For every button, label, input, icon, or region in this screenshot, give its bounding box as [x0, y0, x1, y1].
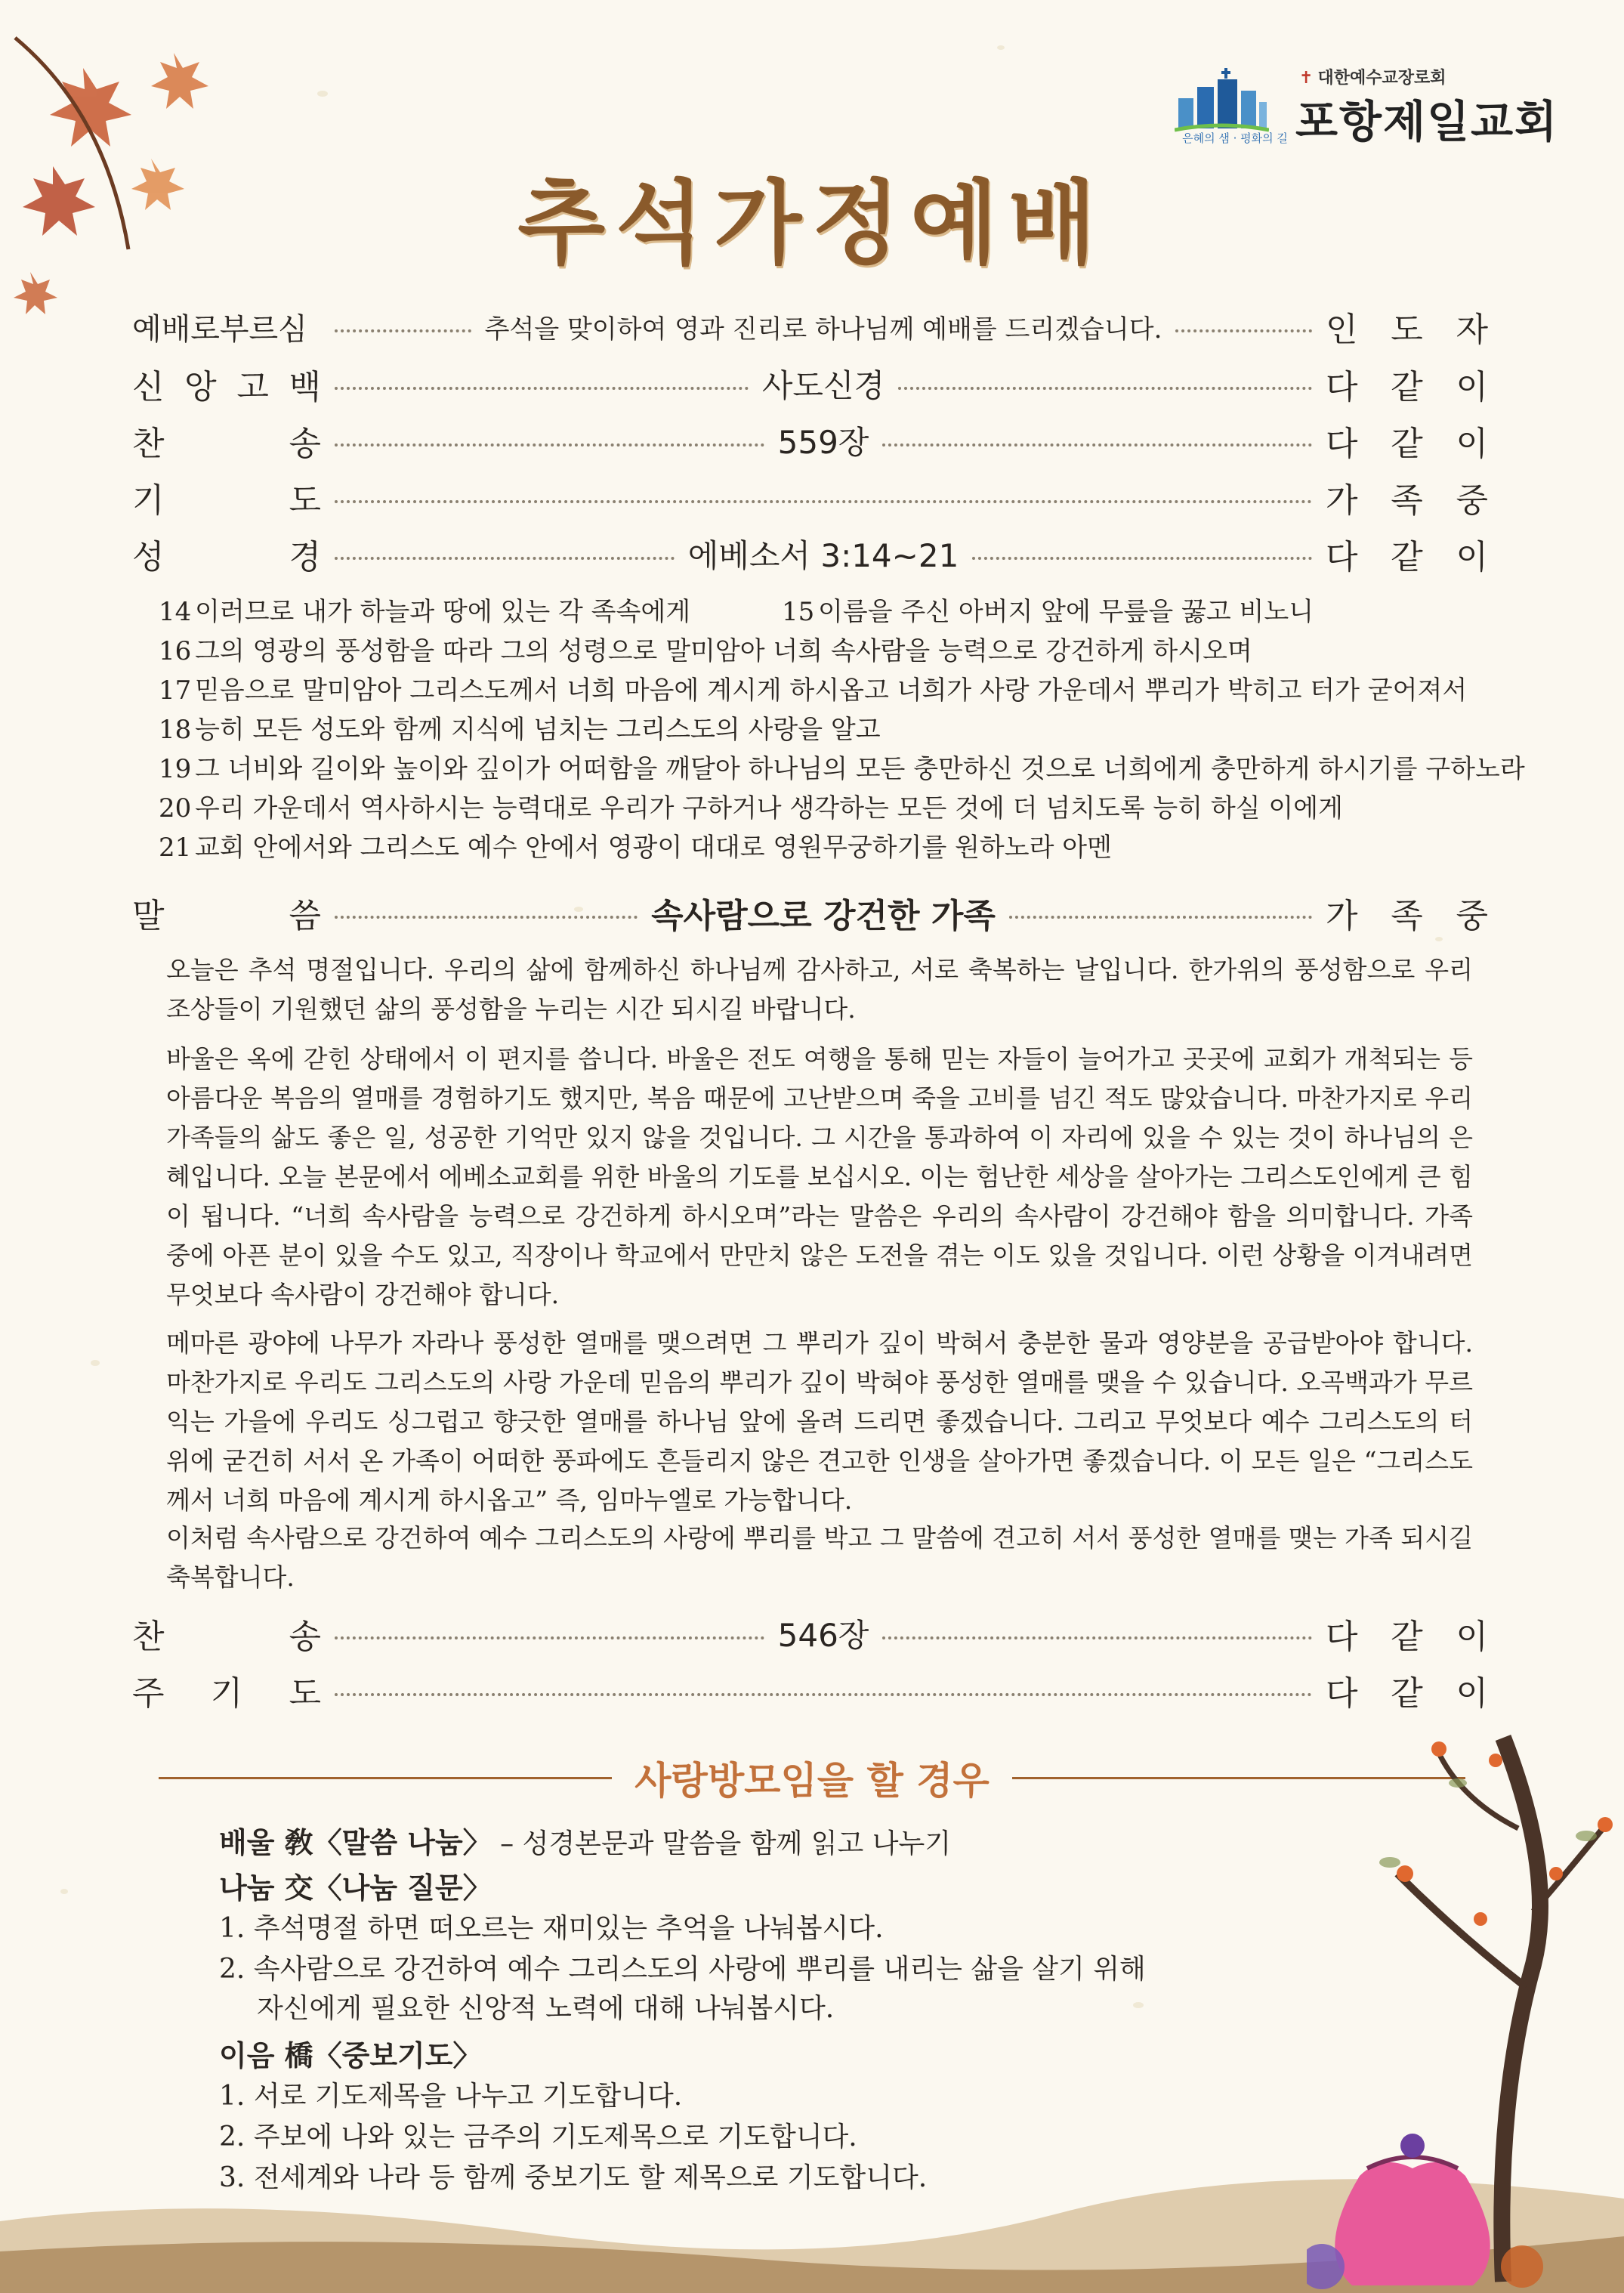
order-row-call-to-worship — [132, 304, 1488, 349]
leader-dots — [335, 916, 638, 919]
leader-dots — [1175, 329, 1312, 332]
order-leader: 다 같 이 — [1326, 368, 1488, 406]
sermon-paragraph: 오늘은 추석 명절입니다. 우리의 삶에 함께하신 하나님께 감사하고, 서로 축복하는 날입니다. 한가위의 풍성함으로 우리 조상들이 기원했던 삶의 풍성함을 누리는 시간 되시길 바랍니다. — [166, 955, 1473, 1024]
order-leader: 다 같 이 — [1326, 1674, 1488, 1713]
order-label: 성 경 — [132, 538, 321, 576]
order-label: 찬 송 — [132, 425, 321, 463]
leader-dots — [972, 557, 1312, 560]
leader-dots — [882, 443, 1312, 447]
prayer-item: 2. 주보에 나와 있는 금주의 기도제목으로 기도합니다. — [219, 2121, 857, 2152]
leader-dots — [335, 500, 1312, 503]
bible-verse: 19 그 너비와 길이와 높이와 깊이가 어떠함을 깨달아 하나님의 모든 충만하신 것으로 너희에게 충만하게 하시기를 구하노라 — [159, 754, 1525, 784]
order-content: 546장 — [777, 1617, 869, 1654]
leader-dots — [335, 329, 471, 332]
sermon-paragraph: 이처럼 속사람으로 강건하여 예수 그리스도의 사랑에 뿌리를 박고 그 말씀에 견고히 서서 풍성한 열매를 맺는 가족 되시길 축복합니다. — [166, 1523, 1473, 1592]
bible-verse: 20 우리 가운데서 역사하시는 능력대로 우리가 구하거나 생각하는 모든 것에 더 넘치도록 능히 하실 이에게 — [159, 793, 1343, 824]
church-name: 포항제일교회 — [1295, 96, 1559, 147]
order-content: 추석을 맞이하여 영과 진리로 하나님께 예배를 드리겠습니다. — [484, 314, 1162, 345]
order-leader: 가 족 중 — [1326, 481, 1488, 520]
bible-verse: 14 이러므로 내가 하늘과 땅에 있는 각 족속에게 15 이름을 주신 아버지 앞에 무릎을 꿇고 비노니 — [159, 597, 1314, 627]
order-label: 신 앙 고 백 — [132, 368, 321, 406]
order-content: 559장 — [777, 424, 869, 461]
order-label: 주 기 도 — [132, 1674, 321, 1713]
leader-dots — [898, 387, 1312, 390]
order-leader: 가 족 중 — [1326, 897, 1488, 935]
order-leader: 인 도 자 — [1326, 311, 1488, 349]
order-leader: 다 같 이 — [1326, 538, 1488, 576]
prayer-item: 3. 전세계와 나라 등 함께 중보기도 할 제목으로 기도합니다. — [219, 2162, 928, 2193]
order-label: 기 도 — [132, 481, 321, 520]
order-row-hymn-closing — [132, 1611, 1488, 1656]
learn-description: – 성경본문과 말씀을 함께 읽고 나누기 — [491, 1828, 952, 1859]
sermon-paragraph: 메마른 광야에 나무가 자라나 풍성한 열매를 맺으려면 그 뿌리가 깊이 박혀서 충분한 물과 영양분을 공급받아야 합니다. 마찬가지로 우리도 그리스도의 사랑 가운데 믿음의 뿌리가 깊이 박혀야 풍성한 열매를 맺을 수 있습니다. 오곡백과가 무르익는 가을에 우리도 싱그럽고 향긋한 열매를 하나님 앞에 올려 드리면 좋겠습니다. 그리고 무엇보다 예수 그리스도의 터 위에 굳건히 서서 온 가족이 어떠한 풍파에도 흔들리지 않은 견고한 인생을 살아가면 좋겠습니다. 이 모든 일은 “그리스도께서 너희 마음에 계시게 하시옵고” 즉, 임마누엘로 가능합니다. — [166, 1328, 1473, 1515]
sermon-paragraph: 바울은 옥에 갇힌 상태에서 이 편지를 씁니다. 바울은 전도 여행을 통해 믿는 자들이 늘어가고 곳곳에 교회가 개척되는 등 아름다운 복음의 열매를 경험하기도 했지만, 복음 때문에 고난받으며 죽을 고비를 넘긴 적도 많았습니다. 마찬가지로 우리 가족들의 삶도 좋은 일, 성공한 기억만 있지 않을 것입니다. 그 시간을 통과하여 이 자리에 있을 수 있는 것이 하나님의 은혜입니다. 오늘 본문에서 에베소교회를 위한 바울의 기도를 보십시오. 이는 험난한 세상을 살아가는 그리스도인에게 큰 힘이 됩니다. “너희 속사람을 능력으로 강건하게 하시오며”라는 말씀은 우리의 속사람이 강건해야 함을 의미합니다. 가족 중에 아픈 분이 있을 수도 있고, 직장이나 학교에서 만만치 않은 도전을 겪는 이도 있을 것입니다. 이런 상황을 이겨내려면 무엇보다 속사람이 강건해야 합니다. — [166, 1044, 1473, 1309]
share-question: 1. 추석명절 하면 떠오르는 재미있는 추억을 나눠봅시다. — [219, 1913, 884, 1944]
church-slogan: 은혜의 샘 · 평화의 길 — [1182, 131, 1288, 145]
church-logo — [1175, 60, 1560, 151]
order-label: 찬 송 — [132, 1618, 321, 1656]
order-leader: 다 같 이 — [1326, 1618, 1488, 1656]
order-row-hymn — [132, 418, 1488, 463]
bible-verse: 16 그의 영광의 풍성함을 따라 그의 성령으로 말미암아 너희 속사람을 능력으로 강건하게 하시오며 — [159, 636, 1252, 666]
leader-dots — [335, 1636, 764, 1639]
learn-heading: 배울 敎〈말씀 나눔〉 – 성경본문과 말씀을 함께 읽고 나누기 — [219, 1826, 952, 1859]
page-title: 추석가정예배 — [517, 170, 1107, 277]
divider — [159, 1777, 612, 1779]
persimmon-tree-decoration — [1307, 1647, 1624, 2293]
order-row-lords-prayer — [132, 1667, 1488, 1713]
lucky-pouch-icon — [1335, 2134, 1490, 2285]
leader-dots — [335, 1693, 1312, 1696]
prayer-item: 1. 서로 기도제목을 나누고 기도합니다. — [219, 2081, 683, 2112]
bible-verse: 18 능히 모든 성도와 함께 지식에 넘치는 그리스도의 사랑을 알고 — [159, 715, 881, 745]
order-leader: 다 같 이 — [1326, 425, 1488, 463]
prayer-heading: 이음 橋〈중보기도〉 — [219, 2039, 482, 2072]
order-row-creed — [132, 361, 1488, 406]
leader-dots — [335, 443, 764, 447]
bible-verse: 17 믿음으로 말미암아 그리스도께서 너희 마음에 계시게 하시옵고 너희가 사랑 가운데서 뿌리가 박히고 터가 굳어져서 — [159, 675, 1468, 706]
leader-dots — [1009, 916, 1312, 919]
leader-dots — [335, 387, 749, 390]
share-heading: 나눔 交〈나눔 질문〉 — [219, 1871, 492, 1905]
order-row-scripture — [132, 531, 1488, 576]
small-group-header — [159, 1751, 1465, 1804]
bible-verse: 21 교회 안에서와 그리스도 예수 안에서 영광이 대대로 영원무궁하기를 원하노라 아멘 — [159, 833, 1112, 863]
church-building-icon — [1175, 68, 1269, 140]
small-group-title: 사랑방모임을 할 경우 — [634, 1759, 990, 1803]
order-row-sermon — [132, 890, 1488, 935]
leader-dots — [335, 557, 675, 560]
order-label: 예배로부르심 — [132, 311, 307, 347]
order-row-prayer — [132, 474, 1488, 520]
order-content: 에베소서 3:14~21 — [687, 537, 959, 574]
order-label: 말 씀 — [132, 897, 321, 935]
order-content: 사도신경 — [761, 367, 885, 404]
share-question: 2. 속사람으로 강건하여 예수 그리스도의 사랑에 뿌리를 내리는 삶을 살기 위해 — [219, 1954, 1146, 1985]
denomination-name: ✝ 대한예수교장로회 — [1299, 65, 1446, 88]
sermon-title: 속사람으로 강건한 가족 — [651, 897, 996, 935]
leader-dots — [882, 1636, 1312, 1639]
share-question-cont: 자신에게 필요한 신앙적 노력에 대해 나눠봅시다. — [257, 1993, 835, 2024]
